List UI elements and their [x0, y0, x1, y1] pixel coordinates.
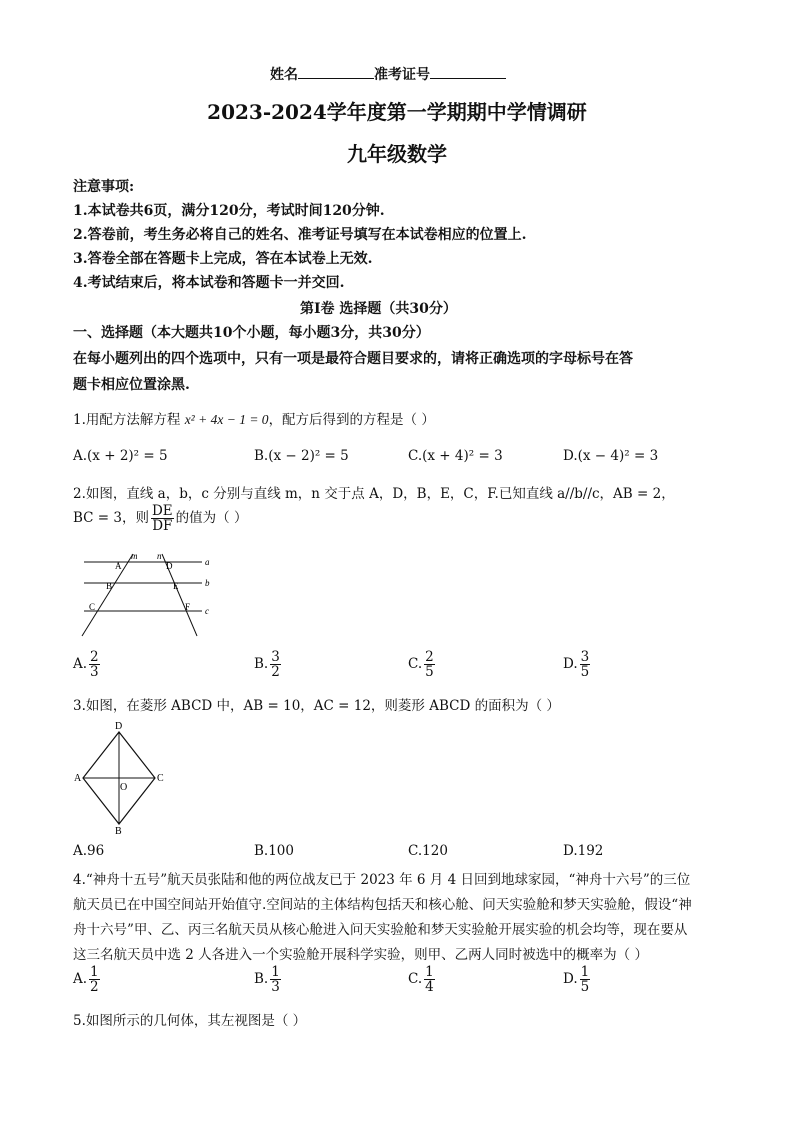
- label-m: m: [131, 552, 138, 561]
- q2-option-d[interactable]: D. $\frac{3}{5}$: [563, 649, 590, 681]
- q2-option-c[interactable]: C. $\frac{2}{5}$: [408, 649, 434, 681]
- q4-option-b[interactable]: B. $\frac{1}{3}$: [254, 964, 280, 996]
- label-A: A: [115, 561, 122, 571]
- q1-option-c[interactable]: C.(x + 4)² = 3: [408, 448, 503, 464]
- q1-option-a[interactable]: A.(x + 2)² = 5: [73, 448, 168, 464]
- q3-option-a[interactable]: A.96: [73, 843, 105, 859]
- label-E: E: [173, 581, 179, 591]
- parallel-lines-figure: [72, 552, 222, 642]
- notice-item: 2.答卷前，考生务必将自己的姓名、准考证号填写在本试卷相应的位置上.: [73, 227, 527, 243]
- notice-item: 3.答卷全部在答题卡上完成，答在本试卷上无效.: [73, 251, 373, 267]
- question-4-stem: 舟十六号”甲、乙、丙三名航天员从核心舱进入问天实验舱和梦天实验舱开展实验的机会均等，现在要从: [73, 922, 688, 938]
- page-title: 2023-2024学年度第一学期期中学情调研: [207, 100, 587, 124]
- question-4-stem: 4.“神舟十五号”航天员张陆和他的两位战友已于 2023 年 6 月 4 日回到地球家园，“神舟十六号”的三位: [73, 872, 691, 888]
- label-B: B: [115, 826, 122, 837]
- q3-option-c[interactable]: C.120: [408, 843, 448, 859]
- exam-id-blank[interactable]: [430, 64, 506, 79]
- q2-option-b[interactable]: B. $\frac{3}{2}$: [254, 649, 280, 681]
- q4-option-c[interactable]: C. $\frac{1}{4}$: [408, 964, 434, 996]
- label-F: F: [185, 602, 191, 612]
- ratio-fraction: $\frac{DE}{DF}$: [151, 503, 173, 535]
- page-subtitle: 九年级数学: [347, 142, 447, 166]
- label-c: c: [205, 606, 209, 616]
- name-blank[interactable]: [298, 64, 374, 79]
- notice-heading: 注意事项:: [73, 179, 135, 195]
- label-B: B: [106, 581, 113, 591]
- candidate-info-line: [270, 64, 506, 84]
- label-O: O: [120, 782, 128, 793]
- name-label: 姓名: [270, 67, 298, 83]
- question-5-stem: 5.如图所示的几何体，其左视图是（ ）: [73, 1013, 307, 1029]
- q2-option-a[interactable]: A. $\frac{2}{3}$: [73, 649, 99, 681]
- equation: x² + 4x − 1 = 0: [184, 412, 269, 427]
- notice-item: 4.考试结束后，将本试卷和答题卡一并交回.: [73, 275, 345, 291]
- notice-item: 1.本试卷共6页，满分120分，考试时间120分钟.: [73, 203, 385, 219]
- q4-option-a[interactable]: A. $\frac{1}{2}$: [73, 964, 99, 996]
- label-a: a: [205, 557, 210, 567]
- q3-option-d[interactable]: D.192: [563, 843, 604, 859]
- q1-option-d[interactable]: D.(x − 4)² = 3: [563, 448, 659, 464]
- q1-option-b[interactable]: B.(x − 2)² = 5: [254, 448, 349, 464]
- question-2-stem: 2.如图，直线 a，b，c 分别与直线 m，n 交于点 A，D，B，E，C，F.已知直线 a//b//c，AB = 2，: [73, 486, 675, 502]
- question-1-stem: 1.用配方法解方程 x² + 4x − 1 = 0，配方后得到的方程是（ ）: [73, 412, 435, 428]
- section-heading: 一、选择题（本大题共10个小题，每小题3分，共30分）: [73, 325, 430, 341]
- label-n: n: [157, 552, 162, 561]
- label-A: A: [74, 773, 82, 784]
- question-3-stem: 3.如图，在菱形 ABCD 中，AB = 10，AC = 12，则菱形 ABCD 的面积为（ ）: [73, 698, 560, 714]
- label-D: D: [115, 721, 123, 732]
- q3-option-b[interactable]: B.100: [254, 843, 294, 859]
- exam-id-label: 准考证号: [374, 67, 430, 83]
- rhombus-figure: [72, 720, 172, 838]
- section-instruction: 在每小题列出的四个选项中，只有一项是最符合题目要求的，请将正确选项的字母标号在答: [73, 351, 633, 367]
- section-instruction: 题卡相应位置涂黑.: [73, 377, 190, 393]
- label-b: b: [205, 578, 210, 588]
- question-2-stem-cont: BC = 3，则 $\frac{DE}{DF}$ 的值为（ ）: [73, 503, 248, 535]
- question-4-stem: 这三名航天员中选 2 人各进入一个实验舱开展科学实验，则甲、乙两人同时被选中的概率为（ ）: [73, 947, 648, 963]
- label-C: C: [157, 773, 164, 784]
- part-heading: 第I卷 选择题（共30分）: [300, 301, 457, 317]
- q4-option-d[interactable]: D. $\frac{1}{5}$: [563, 964, 590, 996]
- label-C: C: [89, 602, 96, 612]
- question-4-stem: 航天员已在中国空间站开始值守.空间站的主体结构包括天和核心舱、问天实验舱和梦天实验舱，假设“神: [73, 897, 692, 913]
- label-D: D: [166, 561, 173, 571]
